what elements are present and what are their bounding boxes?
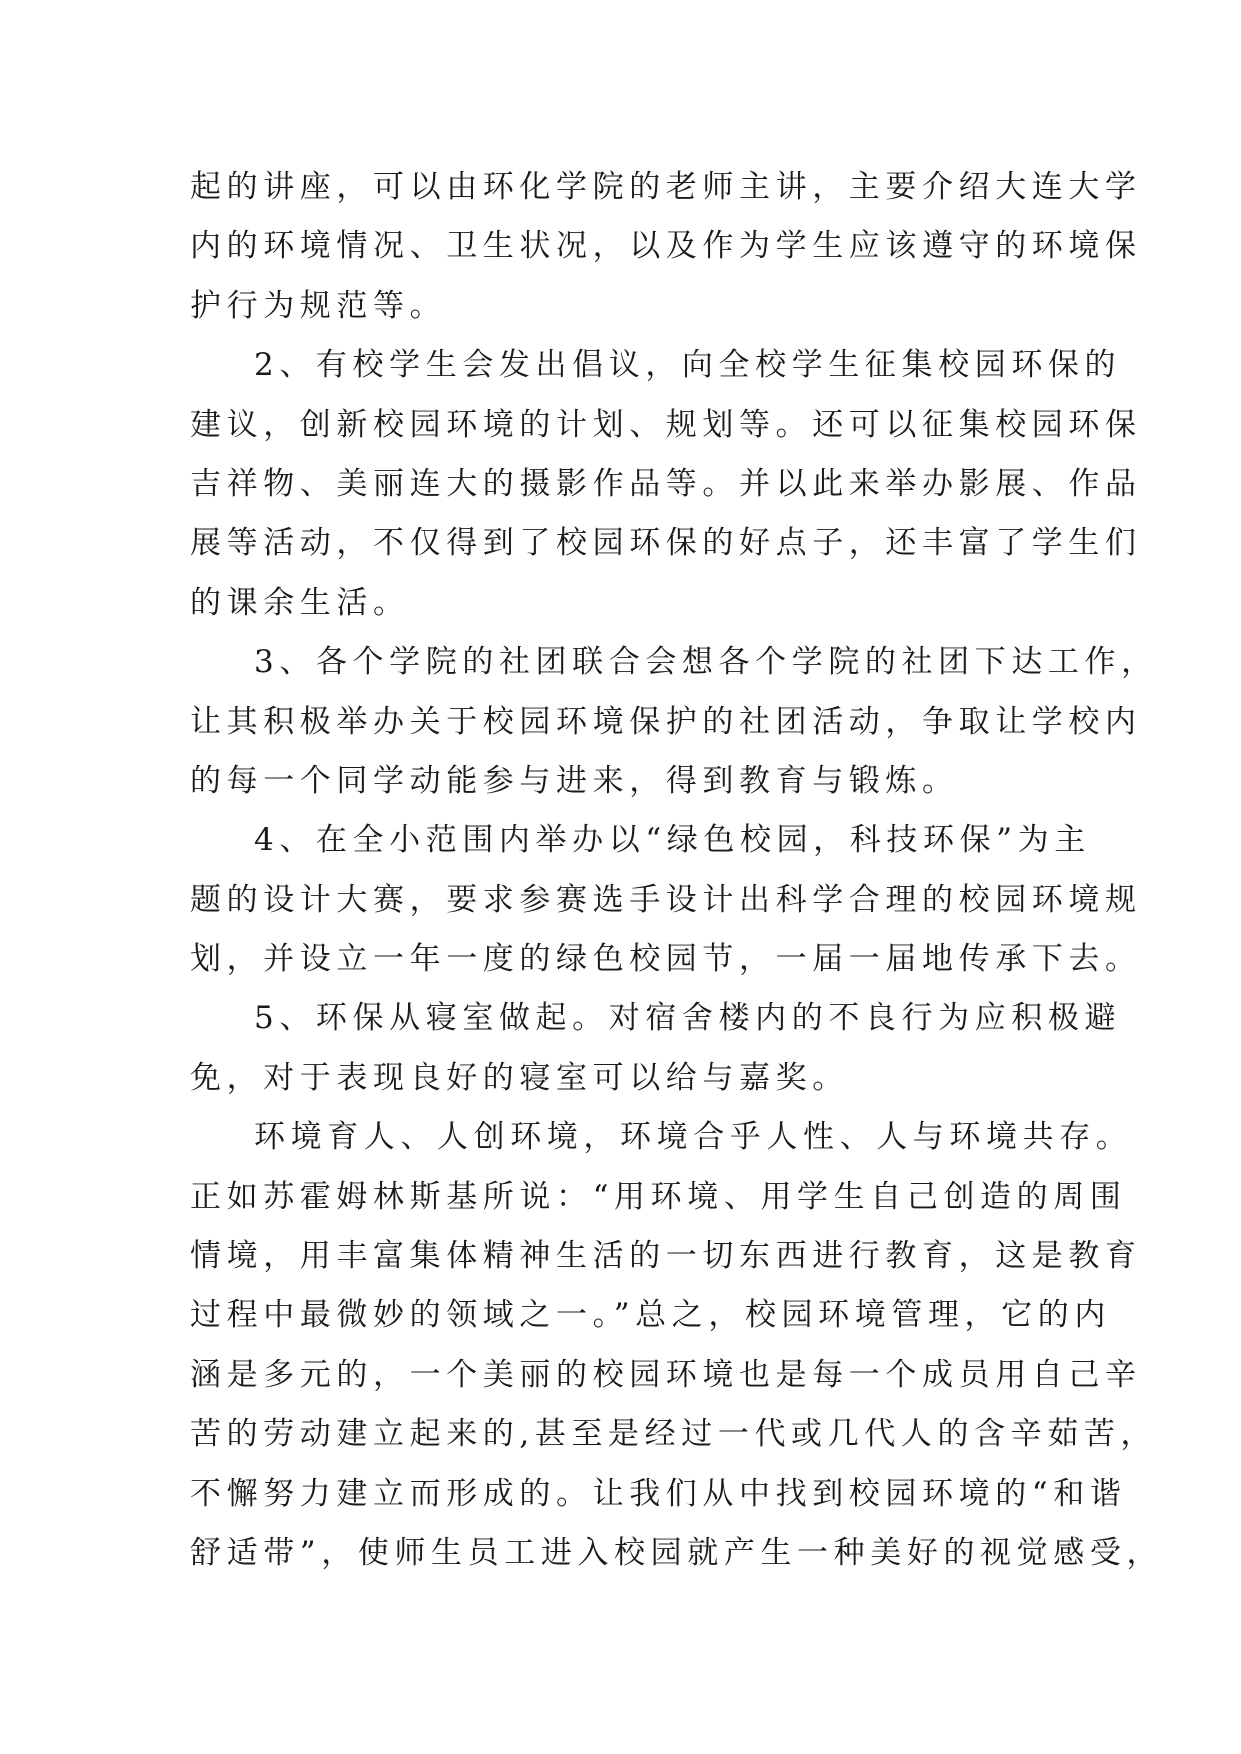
- text-line: 涵是多元的，一个美丽的校园环境也是每一个成员用自己辛: [190, 1356, 1142, 1393]
- paragraph-start-line: 4、在全小范围内举办以“绿色校园，科技环保”为主: [254, 822, 1091, 859]
- text-line: 内的环境情况、卫生状况，以及作为学生应该遵守的环境保: [190, 228, 1142, 265]
- text-line: 护行为规范等。: [190, 287, 447, 324]
- text-line: 题的设计大赛，要求参赛选手设计出科学合理的校园环境规: [190, 881, 1142, 918]
- text-line: 正如苏霍姆林斯基所说：“用环境、用学生自己创造的周围: [190, 1178, 1127, 1215]
- text-line: 情境，用丰富集体精神生活的一切东西进行教育，这是教育: [190, 1238, 1142, 1275]
- text-line: 的每一个同学动能参与进来，得到教育与锻炼。: [190, 762, 959, 799]
- text-line: 苦的劳动建立起来的,甚至是经过一代或几代人的含辛茹苦，: [190, 1416, 1158, 1453]
- text-line: 让其积极举办关于校园环境保护的社团活动，争取让学校内: [190, 703, 1142, 740]
- text-line: 过程中最微妙的领域之一。”总之，校园环境管理，它的内: [190, 1297, 1111, 1334]
- text-line: 建议，创新校园环境的计划、规划等。还可以征集校园环保: [190, 406, 1142, 443]
- text-line: 舒适带”，使师生员工进入校园就产生一种美好的视觉感受，: [190, 1534, 1164, 1571]
- text-line: 起的讲座，可以由环化学院的老师主讲，主要介绍大连大学: [190, 169, 1142, 205]
- paragraph-start-line: 2、有校学生会发出倡议，向全校学生征集校园环保的: [254, 347, 1122, 384]
- text-line: 展等活动，不仅得到了校园环保的好点子，还丰富了学生们: [190, 525, 1142, 562]
- text-line: 免，对于表现良好的寝室可以给与嘉奖。: [190, 1059, 849, 1096]
- text-line: 不懈努力建立而形成的。让我们从中找到校园环境的“和谐: [190, 1475, 1127, 1512]
- paragraph-start-line: 5、环保从寝室做起。对宿舍楼内的不良行为应积极避: [254, 1000, 1122, 1037]
- text-line: 吉祥物、美丽连大的摄影作品等。并以此来举办影展、作品: [190, 465, 1142, 502]
- text-line: 的课余生活。: [190, 584, 410, 621]
- paragraph-start-line: 环境育人、人创环境，环境合乎人性、人与环境共存。: [254, 1119, 1133, 1156]
- paragraph-start-line: 3、各个学院的社团联合会想各个学院的社团下达工作，: [254, 644, 1158, 681]
- body-text: [190, 158, 1164, 1583]
- text-line: 划，并设立一年一度的绿色校园节，一届一届地传承下去。: [190, 941, 1142, 978]
